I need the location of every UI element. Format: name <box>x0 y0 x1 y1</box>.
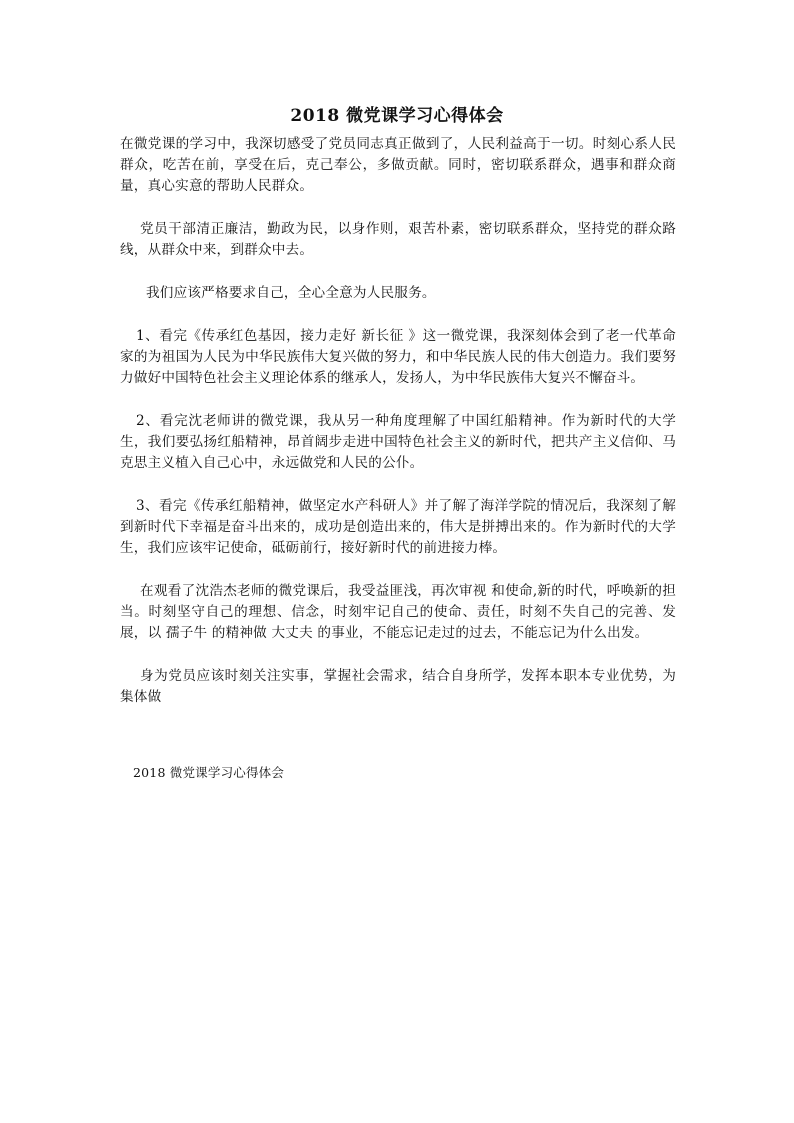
paragraph-intro: 在微党课的学习中，我深切感受了党员同志真正做到了，人民利益高于一切。时刻心系人民群众，吃苦在前，享受在后，克己奉公，多做贡献。同时，密切联系群众，遇事和群众商量，真心实意的帮助人民群众。 <box>120 136 676 194</box>
paragraph-item-3: 3、看完《传承红船精神，做坚定水产科研人》并了解了海洋学院的情况后，我深刻了解到新时代下幸福是奋斗出来的，成功是创造出来的，伟大是拼搏出来的。作为新时代的大学生，我们应该牢记使命，砥砺前行，接好新时代的前进接力棒。 <box>120 498 676 556</box>
footer-title: 2018 微党课学习心得体会 <box>133 765 285 780</box>
paragraph-item-2: 2、看完沈老师讲的微党课，我从另一种角度理解了中国红船精神。作为新时代的大学生，我们要弘扬红船精神，昂首阔步走进中国特色社会主义的新时代，把共产主义信仰、马克思主义植入自己心中，永远做党和人民的公仆。 <box>120 413 676 471</box>
document-title: 2018 微党课学习心得体会 <box>290 106 504 126</box>
paragraph-serve-people: 我们应该严格要求自己，全心全意为人民服务。 <box>146 285 436 301</box>
paragraph-party-cadres: 党员干部清正廉洁，勤政为民，以身作则，艰苦朴素，密切联系群众，坚持党的群众路线，从群众中来，到群众中去。 <box>120 221 676 258</box>
paragraph-reflection: 在观看了沈浩杰老师的微党课后，我受益匪浅，再次审视 和使命,新的时代，呼唤新的担当。时刻坚守自己的理想、信念，时刻牢记自己的使命、责任，时刻不失自己的完善、发展，以 孺子牛 的精神做 大丈夫 的事业，不能忘记走过的过去，不能忘记为什么出发。 <box>120 583 676 641</box>
paragraph-closing: 身为党员应该时刻关注实事，掌握社会需求，结合自身所学，发挥本职本专业优势，为集体做 <box>120 668 676 705</box>
document-body <box>120 134 676 730</box>
paragraph-item-1: 1、看完《传承红色基因，接力走好 新长征 》这一微党课，我深刻体会到了老一代革命家的为祖国为人民为中华民族伟大复兴做的努力，和中华民族人民的伟大创造力。我们要努力做好中国特色社会主义理论体系的继承人，发扬人，为中华民族伟大复兴不懈奋斗。 <box>120 328 676 386</box>
